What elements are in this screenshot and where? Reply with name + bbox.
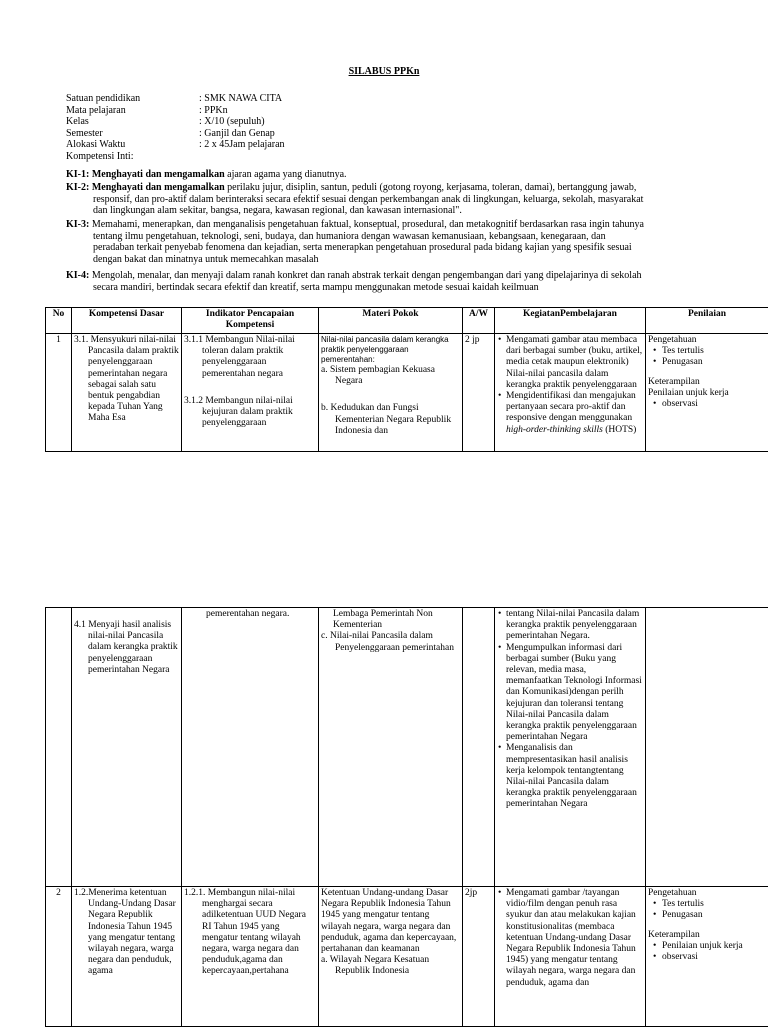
- table-row: [46, 887, 768, 1027]
- penilaian-item: • Tes tertulis: [662, 899, 766, 910]
- ki-4-text: Mengolah, menalar, dan menyaji dalam ranah konkret dan ranah abstrak terkait dengan pengembangan dari yang dipelajarinya di sekolah: [89, 270, 641, 281]
- meta-key: Mata pelajaran: [66, 105, 199, 117]
- header-alokasi-waktu: A/W: [463, 308, 495, 334]
- meta-key: Satuan pendidikan: [66, 93, 199, 105]
- materi-item: Ketentuan Undang-undang Dasar Negara Republik Indonesia Tahun 1945 yang mengatur tentang wilayah negara, warga negara dan penduduk, agama dan kepercayaan, pertahanan dan keamanan: [321, 888, 460, 955]
- ki-1-text: ajaran agama yang dianutnya.: [225, 169, 347, 180]
- ki-2-text: perilaku jujur, disiplin, santun, peduli (gotong royong, kerjasama, toleran, damai), bertanggung jawab,: [225, 182, 637, 193]
- penilaian-item: • Tes tertulis: [662, 346, 766, 357]
- meta-row: [66, 93, 285, 105]
- ki-4-label: KI-4:: [66, 270, 89, 281]
- kegiatan-item: • Mengamati gambar /tayangan vidio/film dengan penuh rasa syukur dan atau melakukan kajian konstitusionalitas (membaca ketentuan Undang-undang Dasar Negara Republik Indonesia Tahun 1945) yang mengatur tentang wilayah negara, warga negara dan penduduk, agama dan: [506, 888, 643, 989]
- cell-penilaian: [646, 608, 768, 887]
- meta-value: : X/10 (sepuluh): [199, 116, 265, 128]
- header-indikator: Indikator Pencapaian Kompetensi: [182, 308, 319, 334]
- penilaian-heading: Pengetahuan: [648, 335, 766, 346]
- meta-key: Alokasi Waktu: [66, 139, 199, 151]
- ki-3: [66, 219, 726, 265]
- cell-no: 1: [46, 334, 72, 452]
- cell-alokasi-waktu: 2 jp: [463, 334, 495, 452]
- kegiatan-item: • Mengamati gambar atau membaca dari berbagai sumber (buku, artikel, media cetak maupun elektronik) Nilai-nilai pancasila dalam kerangka praktik penyelenggaraan: [506, 335, 643, 391]
- ki-2-line: responsif, dan pro-aktif dalam berinteraksi secara efektif sesuai dengan perkembangan anak di lingkungan, keluarga, sekolah, masyarakat: [66, 194, 726, 206]
- meta-row: [66, 105, 285, 117]
- materi-heading: Nilai-nilai pancasila dalam kerangka praktik penyelenggaraan pemerentahan:: [321, 335, 460, 365]
- cell-alokasi-waktu: 2jp: [463, 887, 495, 1027]
- ki-heading: Kompetensi Inti:: [66, 151, 285, 163]
- cell-kegiatan: [495, 334, 646, 452]
- ki-3-label: KI-3:: [66, 219, 89, 230]
- cell-indikator: [182, 334, 319, 452]
- penilaian-item: • observasi: [662, 399, 766, 410]
- syllabus-table: [45, 307, 768, 452]
- kegiatan-text: Mengidentifikasi dan mengajukan pertanyaan secara pro-aktif dan responsive dengan menggunakan: [506, 391, 636, 423]
- penilaian-heading: Keterampilan: [648, 377, 766, 388]
- header-kompetensi-dasar: Kompetensi Dasar: [72, 308, 182, 334]
- materi-item: Lembaga Pemerintah Non Kementerian: [321, 609, 460, 631]
- cell-kompetensi-dasar: [72, 334, 182, 452]
- meta-value: : SMK NAWA CITA: [199, 93, 282, 105]
- indikator-item: pemerentahan negara.: [184, 609, 316, 620]
- ki-3-line: peradaban terkait penyebab fenomena dan kejadian, serta menerapkan pengetahuan prosedural pada bidang kajian yang spesifik sesuai: [66, 242, 726, 254]
- meta-value: : PPKn: [199, 105, 228, 117]
- ki-1: [66, 169, 726, 181]
- ki-4-line: secara mandiri, bertindak secara efektif dan kreatif, serta mampu menggunakan metode sesuai kaidah keilmuan: [66, 282, 726, 294]
- meta-key: Semester: [66, 128, 199, 140]
- meta-value: : 2 x 45Jam pelajaran: [199, 139, 285, 151]
- cell-kompetensi-dasar: [72, 887, 182, 1027]
- indikator-item: 3.1.2 Membangun nilai-nilai kejujuran dalam praktik penyelenggaraan: [184, 396, 316, 430]
- ki-3-line: dengan bakat dan minatnya untuk memecahkan masalah: [66, 254, 726, 266]
- materi-item: c. Nilai-nilai Pancasila dalam Penyelenggaraan pemerintahan: [321, 631, 460, 653]
- penilaian-item: • Penugasan: [662, 910, 766, 921]
- meta-key: Kelas: [66, 116, 199, 128]
- header-no: No: [46, 308, 72, 334]
- meta-row: [66, 116, 285, 128]
- ki-2-bold: Menghayati dan mengamalkan: [92, 182, 225, 193]
- document-title: SILABUS PPKn: [0, 66, 768, 77]
- cell-alokasi-waktu: [463, 608, 495, 887]
- penilaian-item: • observasi: [662, 952, 766, 963]
- cell-indikator: [182, 887, 319, 1027]
- cell-penilaian: [646, 887, 768, 1027]
- ki-1-label: KI-1:: [66, 169, 89, 180]
- kegiatan-text: (HOTS): [603, 425, 637, 435]
- cell-kompetensi-dasar: [72, 608, 182, 887]
- cell-no: [46, 608, 72, 887]
- cell-penilaian: [646, 334, 768, 452]
- kegiatan-item: • Menganalisis dan mempresentasikan hasil analisis kerja kelompok tentangtentang Nilai-nilai Pancasila dalam kerangka praktik penyelenggaraan pemerintahan Negara: [506, 743, 643, 810]
- cell-no: 2: [46, 887, 72, 1027]
- syllabus-table-continued: [45, 607, 768, 1027]
- table-row: [46, 608, 768, 887]
- kegiatan-item: [506, 391, 643, 436]
- kd-item: 3.1. Mensyukuri nilai-nilai Pancasila dalam praktik penyelenggaraan pemerintahan negara sebagai salah satu bentuk pengabdian kepada Tuhan Yang Maha Esa: [74, 335, 179, 425]
- kegiatan-italic: high-order-thinking skills: [506, 425, 603, 435]
- table-header-row: [46, 308, 768, 334]
- meta-row: [66, 128, 285, 140]
- identity-block: [66, 93, 285, 162]
- materi-item: a. Wilayah Negara Kesatuan Republik Indonesia: [321, 955, 460, 977]
- ki-3-line: tentang ilmu pengetahuan, teknologi, seni, budaya, dan humaniora dengan wawasan kemanusiaan, kebangsaan, kenegaraan, dan: [66, 231, 726, 243]
- kd-item: 1.2.Menerima ketentuan Undang-Undang Dasar Negara Republik Indonesia Tahun 1945 yang mengatur tentang wilayah negara, warga negara dan penduduk, agama: [74, 888, 179, 978]
- header-kegiatan: KegiatanPembelajaran: [495, 308, 646, 334]
- cell-kegiatan: [495, 608, 646, 887]
- meta-value: : Ganjil dan Genap: [199, 128, 275, 140]
- header-materi-pokok: Materi Pokok: [319, 308, 463, 334]
- indikator-item: 1.2.1. Membangun nilai-nilai menghargai secara adilketentuan UUD Negara RI Tahun 1945 yang mengatur tentang wilayah negara, warga negara dan penduduk,agama dan kepercayaan,pertahana: [184, 888, 316, 978]
- ki-3-text: Memahami, menerapkan, dan menganalisis pengetahuan faktual, konseptual, prosedural, dan metakognitif berdasarkan rasa ingin tahunya: [89, 219, 644, 230]
- penilaian-heading: Pengetahuan: [648, 888, 766, 899]
- cell-materi: [319, 608, 463, 887]
- penilaian-item: • Penugasan: [662, 357, 766, 368]
- ki-2-line: dan lingkungan alam sekitar, bangsa, negara, kawasan regional, dan kawasan internasional".: [66, 205, 726, 217]
- ki-4: [66, 270, 726, 293]
- table-row: [46, 334, 768, 452]
- kegiatan-item: • tentang Nilai-nilai Pancasila dalam kerangka praktik penyelenggaraan pemerintahan Negara.: [506, 609, 643, 643]
- penilaian-item: • Penilaian unjuk kerja: [662, 941, 766, 952]
- cell-materi: [319, 887, 463, 1027]
- ki-2: [66, 182, 726, 217]
- meta-row: [66, 139, 285, 151]
- materi-item: a. Sistem pembagian Kekuasa Negara: [321, 365, 460, 387]
- materi-item: b. Kedudukan dan Fungsi Kementerian Negara Republik Indonesia dan: [321, 403, 460, 437]
- kd-item: 4.1 Menyaji hasil analisis nilai-nilai Pancasila dalam kerangka praktik penyelenggaraan pemerintahan Negara: [74, 620, 179, 676]
- ki-2-label: KI-2:: [66, 182, 89, 193]
- cell-materi: [319, 334, 463, 452]
- cell-indikator: [182, 608, 319, 887]
- penilaian-heading: Keterampilan: [648, 930, 766, 941]
- header-penilaian: Penilaian: [646, 308, 768, 334]
- penilaian-heading: Penilaian unjuk kerja: [648, 388, 766, 399]
- cell-kegiatan: [495, 887, 646, 1027]
- kegiatan-item: • Mengumpulkan informasi dari berbagai sumber (Buku yang relevan, media masa, memanfaatkan Teknologi Informasi dan Komunikasi)dengan perilh kejujuran dan toleransi tentang Nilai-nilai Pancasila dalam kerangka praktik penyelenggaraan pemerintahan Negara: [506, 643, 643, 744]
- indikator-item: 3.1.1 Membangun Nilai-nilai toleran dalam praktik penyelenggaraan pemerentahan negara: [184, 335, 316, 380]
- ki-1-bold: Menghayati dan mengamalkan: [92, 169, 225, 180]
